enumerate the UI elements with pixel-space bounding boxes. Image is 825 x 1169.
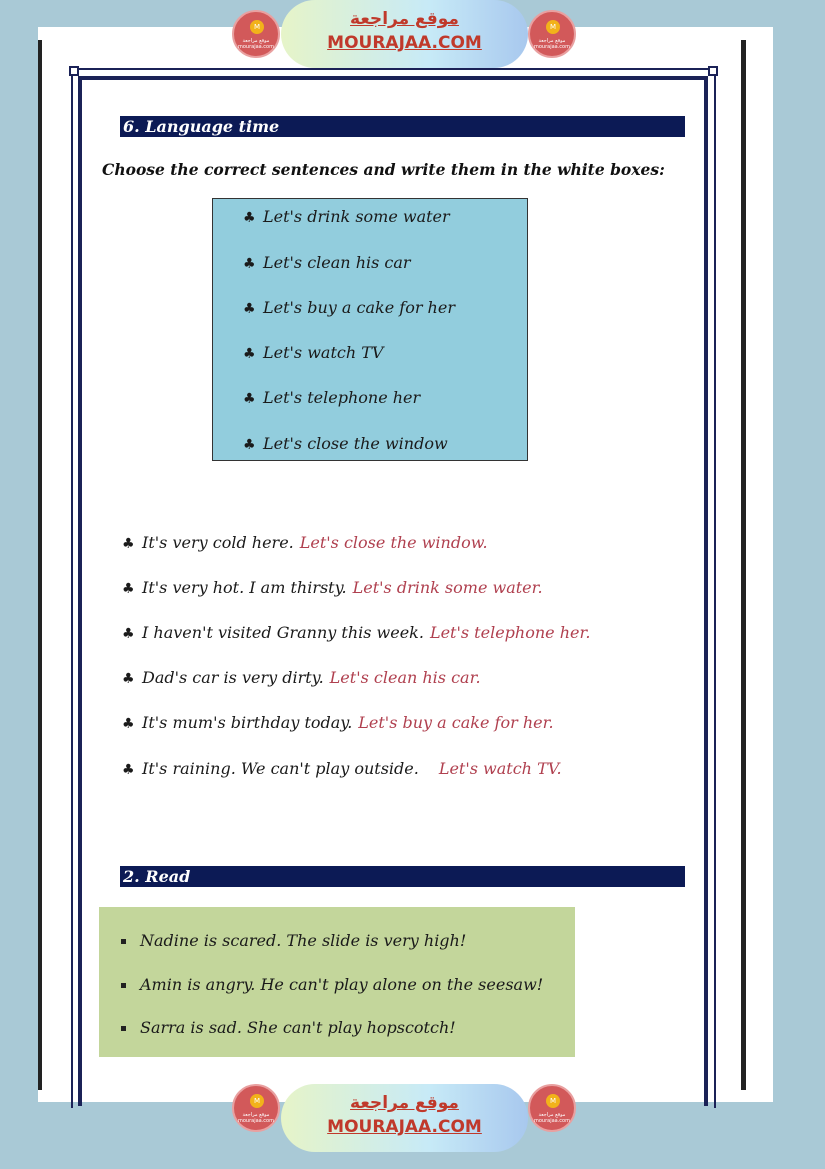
site-logo-icon: M موقع مراجعة mourajaa.com <box>528 10 576 58</box>
site-banner-top[interactable] <box>281 0 528 68</box>
choice-item: ♣ Let's telephone her <box>243 388 421 407</box>
read-item: Sarra is sad. She can't play hopscotch! <box>121 1018 456 1037</box>
answer-prompt: It's mum's birthday today. <box>142 713 353 732</box>
choice-item: ♣ Let's drink some water <box>243 207 450 226</box>
read-box <box>99 907 575 1057</box>
club-bullet-icon: ♣ <box>122 626 135 642</box>
choice-item: ♣ Let's clean his car <box>243 253 411 272</box>
club-bullet-icon: ♣ <box>243 346 256 362</box>
answer-row <box>122 623 590 642</box>
choice-item: ♣ Let's close the window <box>243 434 448 453</box>
choice-item: ♣ Let's buy a cake for her <box>243 298 455 317</box>
answer-prompt: It's raining. We can't play outside. <box>142 759 419 778</box>
answer-text: Let's watch TV. <box>438 759 562 778</box>
club-bullet-icon: ♣ <box>122 671 135 687</box>
choices-box <box>212 198 528 461</box>
answer-prompt: I haven't visited Granny this week. <box>142 623 424 642</box>
frame-corner-tr <box>708 66 718 76</box>
site-logo-icon: M موقع مراجعة mourajaa.com <box>232 10 280 58</box>
club-bullet-icon: ♣ <box>243 210 256 226</box>
section-title-language-time: 6. Language time <box>120 116 685 137</box>
read-item: Nadine is scared. The slide is very high! <box>121 931 466 950</box>
site-logo-icon: M موقع مراجعة mourajaa.com <box>232 1084 280 1132</box>
answer-row <box>122 713 554 732</box>
answer-row <box>122 578 543 597</box>
club-bullet-icon: ♣ <box>243 391 256 407</box>
read-item: Amin is angry. He can't play alone on the seesaw! <box>121 975 543 994</box>
answer-prompt: Dad's car is very dirty. <box>142 668 324 687</box>
answer-row <box>122 759 562 778</box>
banner-arabic-text: موقع مراجعة <box>350 9 459 29</box>
club-bullet-icon: ♣ <box>243 301 256 317</box>
answer-prompt: It's very cold here. <box>142 533 294 552</box>
banner-site-link[interactable]: MOURAJAA.COM <box>327 1117 482 1137</box>
square-bullet-icon <box>121 939 126 944</box>
page-edge-left <box>38 40 42 1090</box>
answer-text: Let's telephone her. <box>429 623 591 642</box>
answer-text: Let's close the window. <box>299 533 488 552</box>
banner-arabic-text: موقع مراجعة <box>350 1093 459 1113</box>
club-bullet-icon: ♣ <box>122 762 135 778</box>
club-bullet-icon: ♣ <box>122 581 135 597</box>
site-logo-icon: M موقع مراجعة mourajaa.com <box>528 1084 576 1132</box>
site-banner-bottom[interactable] <box>281 1084 528 1152</box>
club-bullet-icon: ♣ <box>243 437 256 453</box>
square-bullet-icon <box>121 1026 126 1031</box>
club-bullet-icon: ♣ <box>243 256 256 272</box>
answer-row <box>122 668 481 687</box>
answer-row <box>122 533 488 552</box>
answer-text: Let's drink some water. <box>352 578 543 597</box>
square-bullet-icon <box>121 983 126 988</box>
banner-site-link[interactable]: MOURAJAA.COM <box>327 33 482 53</box>
club-bullet-icon: ♣ <box>122 536 135 552</box>
page-edge-right <box>741 40 746 1090</box>
answer-prompt: It's very hot. I am thirsty. <box>142 578 347 597</box>
choice-item: ♣ Let's watch TV <box>243 343 384 362</box>
section-title-read: 2. Read <box>120 866 685 887</box>
instruction-text: Choose the correct sentences and write them in the white boxes: <box>102 160 665 179</box>
frame-corner-tl <box>69 66 79 76</box>
club-bullet-icon: ♣ <box>122 716 135 732</box>
answer-text: Let's clean his car. <box>329 668 481 687</box>
answer-text: Let's buy a cake for her. <box>358 713 554 732</box>
